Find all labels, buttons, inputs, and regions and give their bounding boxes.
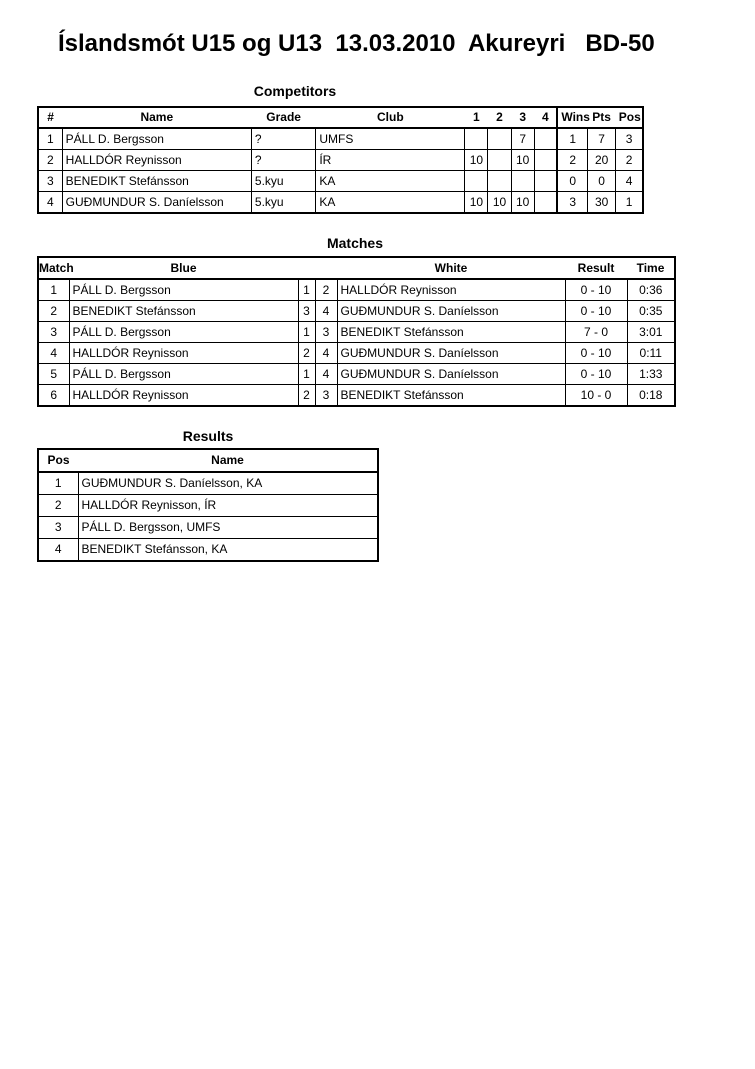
competitor-wins: 0 [557,171,587,192]
match-row [38,279,675,301]
competitor-grade: ? [251,128,315,150]
blue-player: HALLDÓR Reynisson [69,385,298,407]
score-m2 [488,150,511,171]
col-header-result-name: Name [211,453,244,467]
col-header-m2: 2 [496,110,503,124]
col-header-blue: Blue [170,261,197,275]
competitor-wins: 3 [557,192,587,214]
white-player: HALLDÓR Reynisson [337,279,565,301]
result-position: 4 [38,539,78,562]
white-number: 4 [315,343,337,364]
match-time: 0:18 [627,385,675,407]
competitor-position: 1 [616,192,643,214]
competitor-club: KA [316,192,465,214]
page-title: Íslandsmót U15 og U13 13.03.2010 Akureyri BD-50 [58,30,655,57]
match-time: 0:35 [627,301,675,322]
blue-number: 2 [298,343,315,364]
match-number: 3 [38,322,69,343]
blue-number: 1 [298,322,315,343]
match-result: 0 - 10 [565,301,627,322]
score-m1: 10 [465,192,488,214]
blue-player: BENEDIKT Stefánsson [69,301,298,322]
score-m2 [488,171,511,192]
match-time: 3:01 [627,322,675,343]
score-m4 [534,128,557,150]
competitor-club: ÍR [316,150,465,171]
competitor-number: 4 [38,192,62,214]
competitor-points: 20 [588,150,616,171]
competitor-row [38,171,643,192]
match-number: 5 [38,364,69,385]
competitor-grade: 5.kyu [251,192,315,214]
col-header-number: # [47,110,54,124]
match-number: 4 [38,343,69,364]
competitor-position: 2 [616,150,643,171]
white-player: BENEDIKT Stefánsson [337,322,565,343]
score-m3 [511,171,534,192]
score-m4 [534,150,557,171]
col-header-grade: Grade [266,110,301,124]
competitors-heading: Competitors [253,83,337,99]
competitor-number: 2 [38,150,62,171]
col-header-pos: Pos [618,110,641,124]
score-m1: 10 [465,150,488,171]
col-header-result-pos: Pos [47,453,70,467]
result-position: 2 [38,495,78,517]
competitor-points: 7 [588,128,616,150]
score-m3: 10 [511,150,534,171]
result-position: 3 [38,517,78,539]
matches-header-row [38,257,675,279]
score-m1 [465,128,488,150]
competitor-name: HALLDÓR Reynisson [62,150,251,171]
white-number: 4 [315,364,337,385]
col-header-m4: 4 [541,110,549,124]
result-row [38,517,378,539]
score-m2 [488,128,511,150]
blue-player: PÁLL D. Bergsson [69,364,298,385]
white-number: 3 [315,322,337,343]
competitor-row [38,150,643,171]
white-player: GUÐMUNDUR S. Daníelsson [337,301,565,322]
result-row [38,539,378,562]
col-header-m1: 1 [473,110,480,124]
matches-table [37,256,676,407]
match-result: 10 - 0 [565,385,627,407]
competitor-points: 30 [588,192,616,214]
blue-player: PÁLL D. Bergsson [69,322,298,343]
white-player: GUÐMUNDUR S. Daníelsson [337,343,565,364]
score-m4 [534,192,557,214]
col-header-club: Club [376,110,404,124]
match-number: 2 [38,301,69,322]
competitor-club: KA [316,171,465,192]
match-row [38,301,675,322]
white-player: GUÐMUNDUR S. Daníelsson [337,364,565,385]
match-result: 7 - 0 [565,322,627,343]
competitor-position: 4 [616,171,643,192]
result-name: HALLDÓR Reynisson, ÍR [78,495,378,517]
white-player: BENEDIKT Stefánsson [337,385,565,407]
match-number: 1 [38,279,69,301]
match-time: 0:36 [627,279,675,301]
blue-player: HALLDÓR Reynisson [69,343,298,364]
col-header-time: Time [636,261,665,275]
col-header-blue-no [298,257,315,279]
match-number: 6 [38,385,69,407]
white-number: 2 [315,279,337,301]
competitor-name: GUÐMUNDUR S. Daníelsson [62,192,251,214]
match-row [38,385,675,407]
competitor-number: 1 [38,128,62,150]
col-header-match: Match [39,261,74,275]
result-name: GUÐMUNDUR S. Daníelsson, KA [78,472,378,495]
competitor-name: PÁLL D. Bergsson [62,128,251,150]
result-row [38,495,378,517]
result-row [38,472,378,495]
competitor-position: 3 [616,128,643,150]
result-position: 1 [38,472,78,495]
competitors-table [37,106,644,214]
match-row [38,322,675,343]
blue-player: PÁLL D. Bergsson [69,279,298,301]
blue-number: 1 [298,364,315,385]
match-time: 0:11 [627,343,675,364]
score-m4 [534,171,557,192]
match-row [38,364,675,385]
competitors-header-row [38,107,643,128]
col-header-name: Name [140,110,174,124]
result-name: PÁLL D. Bergsson, UMFS [78,517,378,539]
competitor-points: 0 [588,171,616,192]
competitor-grade: ? [251,150,315,171]
col-header-wins: Wins [557,107,587,128]
match-time: 1:33 [627,364,675,385]
competitor-wins: 1 [557,128,587,150]
match-result: 0 - 10 [565,364,627,385]
competitor-row [38,192,643,214]
col-header-result: Result [577,261,615,275]
competitor-club: UMFS [316,128,465,150]
matches-heading: Matches [326,235,384,251]
blue-number: 2 [298,385,315,407]
col-header-white-no [315,257,337,279]
competitor-name: BENEDIKT Stefánsson [62,171,251,192]
competitor-number: 3 [38,171,62,192]
result-name: BENEDIKT Stefánsson, KA [78,539,378,562]
score-m2: 10 [488,192,511,214]
col-header-m3: 3 [519,110,526,124]
blue-number: 1 [298,279,315,301]
results-table [37,448,379,562]
white-number: 4 [315,301,337,322]
score-m1 [465,171,488,192]
competitor-grade: 5.kyu [251,171,315,192]
score-m3: 7 [511,128,534,150]
col-header-white: White [434,261,468,275]
competitor-row [38,128,643,150]
blue-number: 3 [298,301,315,322]
competitor-wins: 2 [557,150,587,171]
match-row [38,343,675,364]
results-header-row [38,449,378,472]
match-result: 0 - 10 [565,343,627,364]
match-result: 0 - 10 [565,279,627,301]
results-heading: Results [182,428,234,444]
col-header-pts: Pts [592,110,611,124]
score-m3: 10 [511,192,534,214]
white-number: 3 [315,385,337,407]
